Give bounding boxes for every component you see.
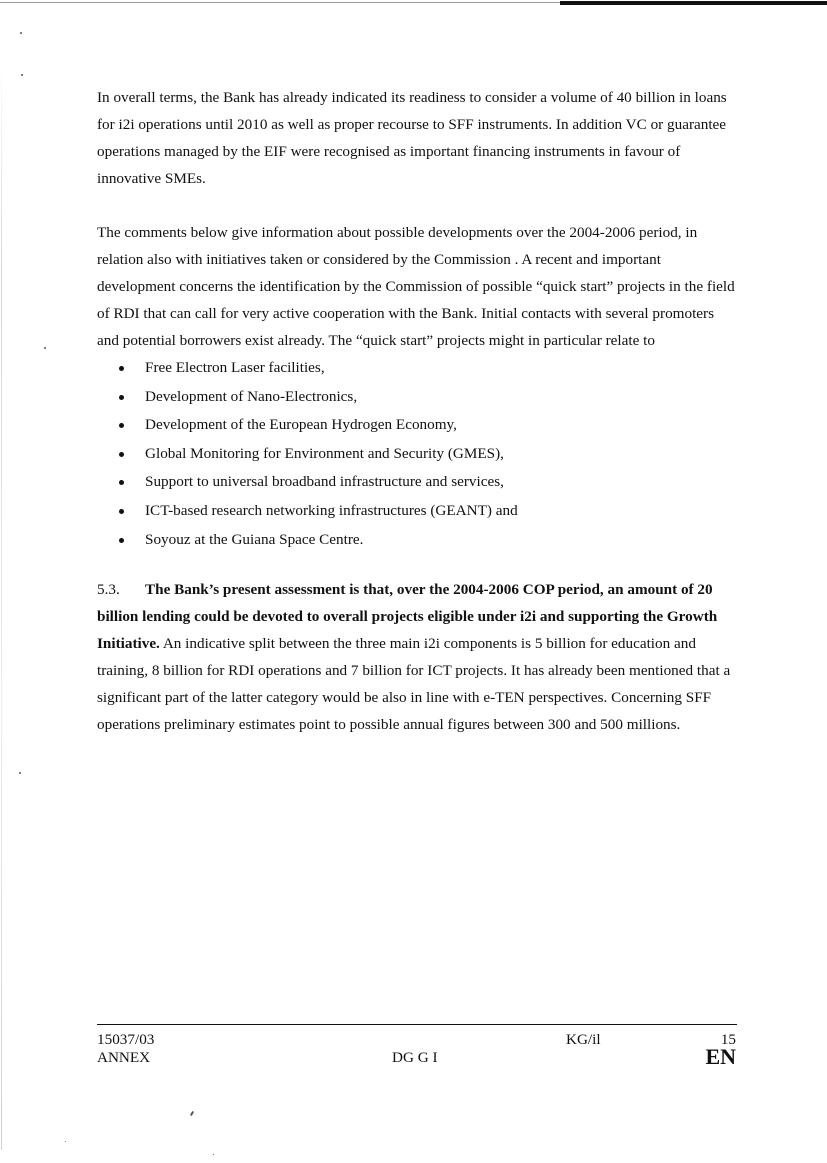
- bullet-icon: [119, 509, 124, 514]
- bullet-icon: [119, 395, 124, 400]
- scan-speck: [190, 1111, 194, 1116]
- list-item: [97, 440, 737, 469]
- scan-speck: [21, 74, 23, 76]
- scan-speck: [19, 772, 21, 774]
- bullet-icon: [119, 423, 124, 428]
- footer-annex: ANNEX: [97, 1049, 151, 1066]
- section-5-3: [97, 576, 737, 738]
- page-body: [97, 84, 737, 738]
- list-item-text: Global Monitoring for Environment and Security (GMES),: [145, 444, 504, 462]
- top-border: [0, 0, 827, 6]
- page-number: 15: [720, 1031, 736, 1048]
- quick-start-list: [97, 354, 737, 554]
- list-item-text: Soyouz at the Guiana Space Centre.: [145, 530, 364, 548]
- top-border-thick: [560, 1, 827, 5]
- bullet-icon: [119, 452, 124, 457]
- scan-edge: [1, 60, 2, 1150]
- list-item: [97, 497, 737, 526]
- language-code: EN: [705, 1044, 736, 1069]
- paragraph-gap: [97, 192, 737, 219]
- list-item-text: Free Electron Laser facilities,: [145, 359, 325, 376]
- list-item: [97, 468, 737, 497]
- footer-rule: [97, 1024, 737, 1025]
- footer-dg: DG G I: [392, 1049, 438, 1066]
- list-item-text: ICT-based research networking infrastructures (GEANT) and: [145, 501, 518, 519]
- section-number: 5.3.: [97, 581, 120, 599]
- paragraph-2: The comments below give information about possible developments over the 2004-2006 period, in relation also with initiatives taken or considered by the Commission . A recent and important development concerns the identification by the Commission of possible “quick start” projects in the field of RDI that can call for very active cooperation with the Bank. Initial contacts with several promoters and potential borrowers exist already. The “quick start” projects might in particular relate to: [97, 224, 735, 349]
- list-item: [97, 411, 737, 440]
- paragraph-1: In overall terms, the Bank has already indicated its readiness to consider a volume of 40 billion in loans for i2i operations until 2010 as well as proper recourse to SFF instruments. In addition VC or guarantee operations managed by the EIF were recognised as important financing instruments in favour of innovative SMEs.: [97, 89, 727, 187]
- scan-speck: [44, 347, 46, 349]
- list-item-text: Development of the European Hydrogen Economy,: [145, 416, 457, 434]
- scan-speck: [65, 1141, 66, 1142]
- list-item: [97, 383, 737, 412]
- section-text: An indicative split between the three main i2i components is 5 billion for education and training, 8 billion for RDI operations and 7 billion for ICT projects. It has already been mentioned that a significant part of the latter category would be also in line with e-TEN perspectives. Concerning SFF operations preliminary estimates point to possible annual figures between 300 and 500 millions.: [97, 635, 731, 734]
- section-bold-text: The Bank’s present assessment is that, over the 2004-2006 COP period, an amount of 20 billion lending could be devoted to overall projects eligible under i2i and supporting the Growth Initiative.: [97, 581, 718, 653]
- list-item: [97, 354, 737, 383]
- bullet-icon: [119, 366, 124, 371]
- top-border-thin: [0, 2, 560, 3]
- list-item-text: Development of Nano-Electronics,: [145, 387, 358, 405]
- bullet-icon: [119, 480, 124, 485]
- bullet-icon: [119, 538, 124, 543]
- section-gap: [97, 554, 737, 576]
- list-item-text: Support to universal broadband infrastructure and services,: [145, 473, 504, 491]
- footer-doc-number: 15037/03: [97, 1031, 155, 1048]
- footer-initials: KG/il: [566, 1031, 601, 1048]
- list-item: [97, 526, 737, 555]
- scan-speck: [213, 1154, 214, 1155]
- scan-speck: [20, 32, 22, 34]
